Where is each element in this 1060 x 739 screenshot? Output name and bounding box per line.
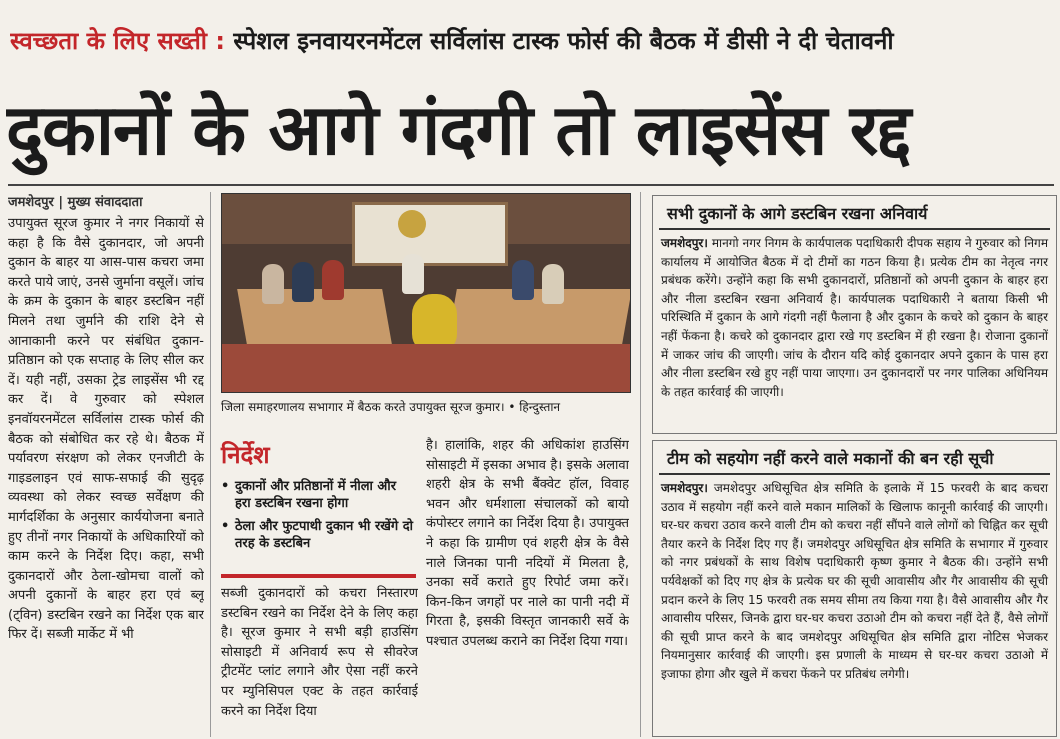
box-text: जमशेदपुर अधिसूचित क्षेत्र समिति के इलाके में 15 फरवरी के बाद कचरा उठाव में सहयोग नहीं करने वाले मकान मालिकों के खिलाफ कानूनी कार्रवाई की जाएगी। घर-घर कचरा उठाव करने वाली टीम को कचरा नहीं सौंपने वाले लोगों को चिह्नित कर सूची तैयार करने के निर्देश दिए गए हैं। जमशेदपुर अधिसूचित क्षेत्र समिति के सभागार में गुरुवार को नगर प्रबंधकों के साथ विशेष पदाधिकारी कृष्ण कुमार ने बैठक की। उन्होंने सभी पर्यवेक्षकों को दिए गए क्षेत्र के प्रत्येक घर की सूची आवासीय और गैर आवासीय की सूची प्रदान करने के लिए 15 फरवरी तक समय सीमा तय किया गया है। वैसे आवासीय और गैर आवासीय परिसर, जिनके द्वारा घर-घर कचरा उठाओ टीम को कचरा नहीं देते हैं, वैसे लोगों की सूची प्राप्त करने के बाद जमशेदपुर अधिसूचित क्षेत्र समिति द्वारा नोटिस भेजकर नियमानुसार कार्रवाई की जाएगी। इस प्रणाली के माध्यम से घर-घर कचरा उठाओ में इजाफा होगा और खुले में कचरा फेंकने पर प्रतिबंध लगेगी। — [661, 481, 1048, 681]
photo-floor — [222, 344, 630, 392]
meeting-photo — [221, 193, 631, 393]
box-body — [653, 475, 1056, 688]
box-place: जमशेदपुर। — [661, 481, 708, 495]
photo-person — [402, 254, 424, 294]
headline: दुकानों के आगे गंदगी तो लाइसेंस रद्द — [6, 89, 911, 171]
nirdesh-list — [221, 478, 416, 568]
photo-person — [542, 264, 564, 304]
photo-table-right — [447, 289, 631, 344]
box-title: सभी दुकानों के आगे डस्टबिन रखना अनिवार्य — [659, 196, 1050, 230]
kicker-text: स्पेशल इनवायरनमेंटल सर्विलांस टास्क फोर्स की बैठक में डीसी ने दी चेतावनी — [233, 27, 894, 55]
byline: जमशेदपुर | मुख्य संवाददाता — [8, 195, 143, 210]
sidebar-box-list — [652, 440, 1057, 737]
nirdesh-red-bar — [221, 574, 416, 578]
photo-person — [322, 260, 344, 300]
headline-rule — [8, 184, 1054, 186]
sidebar-box-dustbin — [652, 195, 1057, 434]
nirdesh-point: • दुकानों और प्रतिष्ठानों में नीला और हरा डस्टबिन रखना होगा — [221, 478, 416, 512]
article-column-3: है। हालांकि, शहर की अधिकांश हाउसिंग सोसाइटी में इसका अभाव है। इसके अलावा शहरी क्षेत्र के सभी बैंक्वेट हॉल, विवाह भवन और धर्मशाला संचालकों को बायो कंपोस्टर लगाने का निर्देश दिया है। उपायुक्त ने कहा कि ग्रामीण एवं शहरी क्षेत्र के वैसे नाले जिनका पानी नदियों में मिलता है, उनका सर्वे कराते हुए रिपोर्ट जमा करें। किन-किन जगहों पर नाले का पानी नदी में गिरता है, इसकी विस्तृत जानकारी सर्वे के पश्चात उपलब्ध कराने का निर्देश दिया गया। — [426, 438, 629, 649]
photo-person — [262, 264, 284, 304]
box-body — [653, 230, 1056, 405]
box-text: मानगो नगर निगम के कार्यपालक पदाधिकारी दीपक सहाय ने गुरुवार को निगम कार्यालय में आयोजित बैठक में दो टीमों का गठन किया है। प्रत्येक टीम का नेतृत्व नगर प्रबंधक करेंगे। उन्होंने कहा कि सभी दुकानदारों, प्रतिष्ठानों को अपनी दुकान के बाहर हरा और नीला डस्टबिन रखना अनिवार्य है। कार्यपालक पदाधिकारी ने बताया किसी भी परिस्थिति में दुकान के आगे गंदगी नहीं फैलाना है और दुकान के कचरे को दुकान के बाहर नहीं फेंकना है। कचरे को दुकानदार द्वारा रखे गए डस्टबिन में ही रखना है। रोजाना दुकानों में जाकर जांच की जाएगी। जांच के दौरान यदि कोई दुकानदार अपने दुकान के पास हरा और नीला डस्टबिन रखे हुए नहीं पाया जाएगा। उन दुकानदारों पर नगर पालिका अधिनियम के तहत कार्रवाई की जाएगी। — [661, 236, 1048, 399]
nirdesh-title: निर्देश — [221, 441, 270, 469]
photo-person — [292, 262, 314, 302]
column-divider — [640, 192, 641, 737]
box-title: टीम को सहयोग नहीं करने वाले मकानों की बन रही सूची — [659, 441, 1050, 475]
article-column-1: उपायुक्त सूरज कुमार ने नगर निकायों से कहा है कि वैसे दुकानदार, जो अपनी दुकान के बाहर या आस-पास कचरा जमा करते पाये जाएं, उनसे जुर्माना वसूलें। जांच के क्रम के दुकान के बाहर डस्टबिन नहीं मिलने तथा जुर्माने की राशि देने से आनाकानी करने पर संबंधित दुकान-प्रतिष्ठान को एक सप्ताह के लिए सील कर दें। यही नहीं, उसका ट्रेड लाइसेंस भी रद्द कर दें। वे गुरुवार को स्पेशल इनवॉयरनमेंटल सर्विलांस टास्क फोर्स की बैठक को संबोधित कर रहे थे। बैठक में पर्यावरण संरक्षण को लेकर एनजीटी के गाइडलाइन एवं साफ-सफाई की सुदृढ़ व्यवस्था को लेकर स्वच्छ सर्वेक्षण की मार्गदर्शिका के अनुसार कार्ययोजना बनाते हुए तीनों नगर निकायों के अधिकारियों को काम करने के निर्देश दिए। कहा, सभी दुकानदारों और ठेला-खोमचा वालों को अपनी दुकानों के बाहर हरा एवं ब्लू (ट्विन) डस्टबिन रखने का निर्देश एक बार फिर दें। सब्जी मार्केट में भी — [8, 216, 204, 643]
article-column-2: सब्जी दुकानदारों को कचरा निस्तारण डस्टबिन रखने का निर्देश देने के लिए कहा है। सूरज कुमार ने सभी बड़ी हाउसिंग सोसाइटी में अनिवार्य रूप से सीवरेज ट्रीटमेंट प्लांट लगाने और ऐसा नहीं करने पर म्युनिसिपल एक्ट के तहत कार्रवाई करने का निर्देश दिया — [221, 586, 418, 719]
box-place: जमशेदपुर। — [661, 236, 708, 250]
kicker-label: स्वच्छता के लिए सख्ती : — [10, 27, 225, 55]
photo-table-left — [237, 289, 392, 344]
column-divider — [210, 192, 211, 737]
nirdesh-point: • ठेला और फुटपाथी दुकान भी रखेंगे दो तरह के डस्टबिन — [221, 518, 416, 552]
photo-person — [512, 260, 534, 300]
photo-wall-board — [352, 202, 508, 266]
photo-caption: जिला समाहरणालय सभागार में बैठक करते उपायुक्त सूरज कुमार। • हिन्दुस्तान — [221, 400, 561, 414]
emblem-icon — [398, 210, 426, 238]
kicker — [10, 24, 1055, 62]
